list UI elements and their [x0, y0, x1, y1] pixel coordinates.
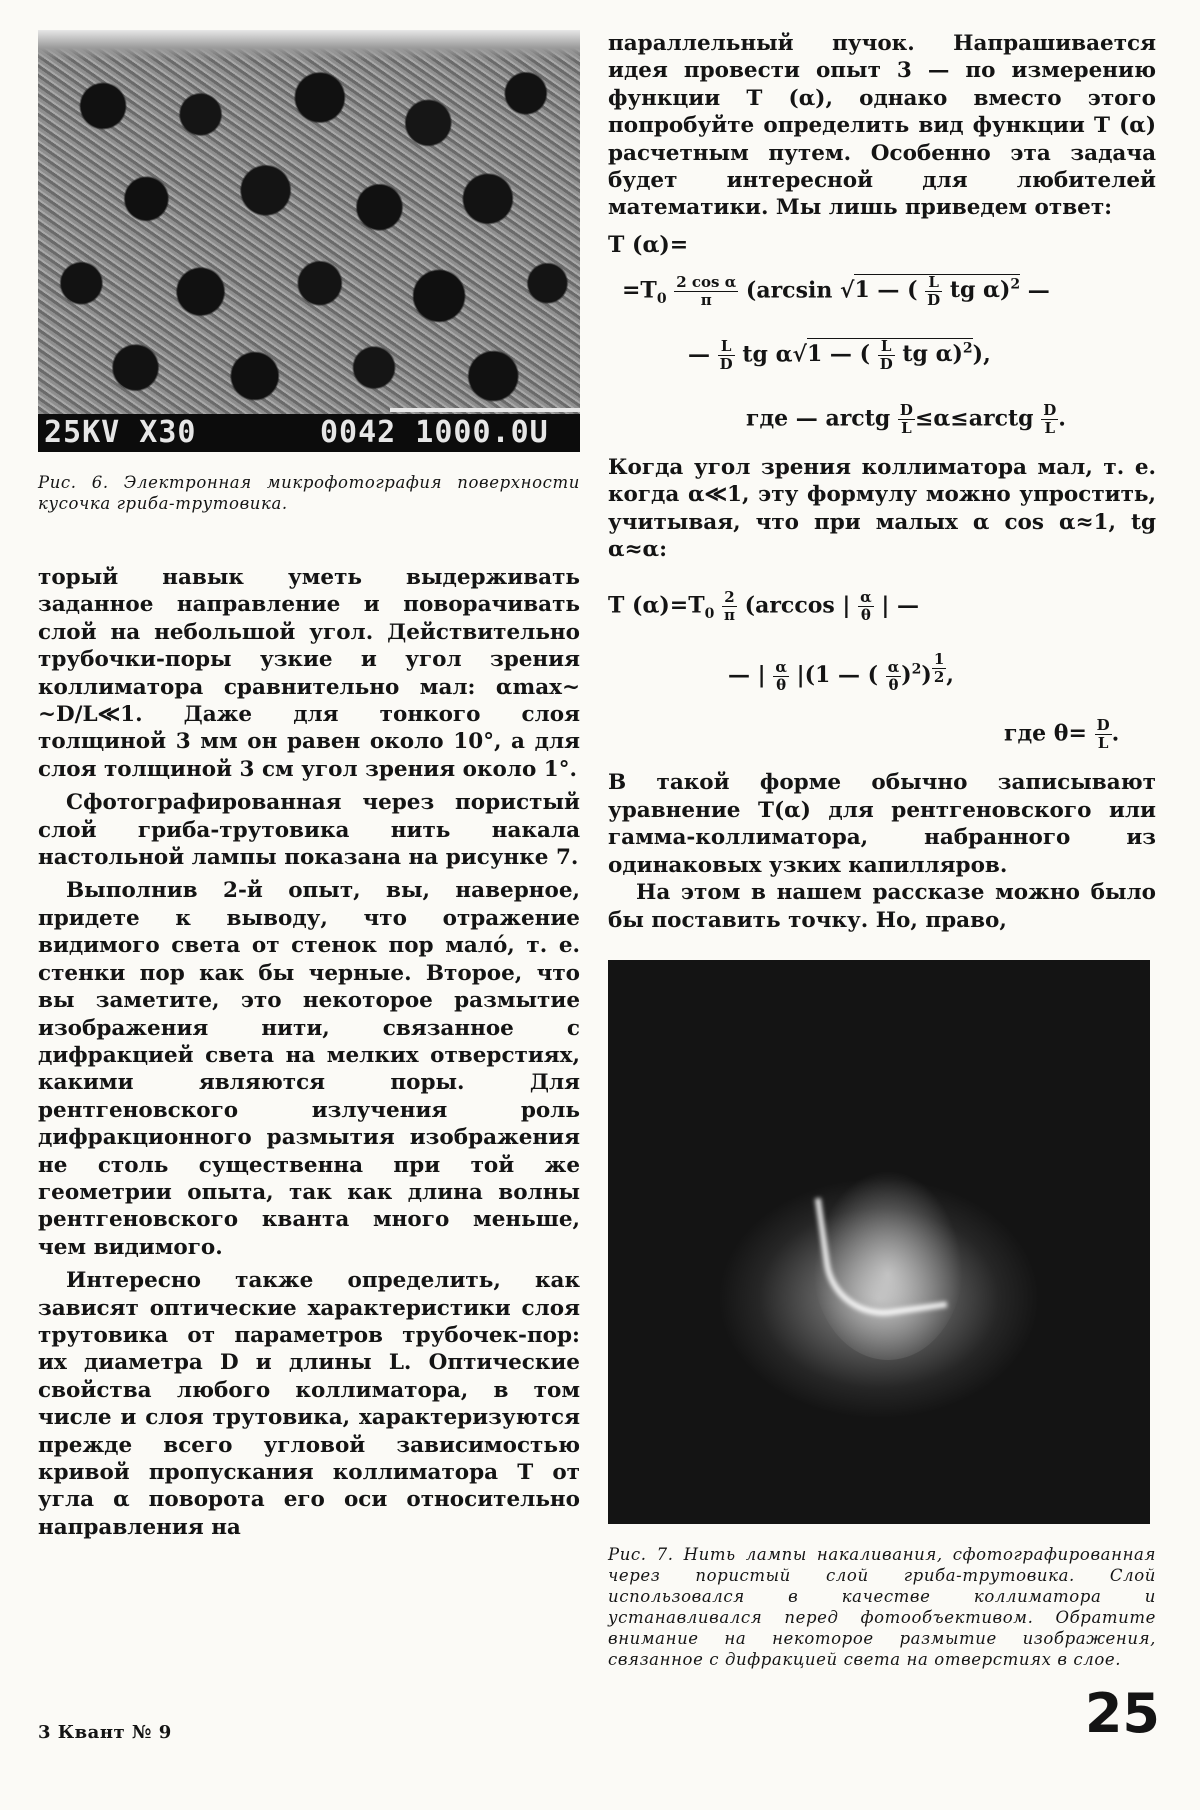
sample-edge	[38, 30, 580, 60]
right-paragraph-4: На этом в нашем рассказе можно было бы поставить точку. Но, право,	[608, 880, 1156, 933]
scalebar-scale: 0042 1000.0U	[320, 415, 549, 450]
formula-arcsin	[608, 226, 1156, 448]
left-paragraph-2: Сфотографированная через пористый слой гриба-трутовика нить накала настольной лампы показана на рисунке 7.	[38, 790, 580, 871]
right-paragraph-3: В такой форме обычно записывают уравнение T(α) для рентгеновского или гамма-коллиматора, набранного из одинаковых узких капилляров.	[608, 770, 1156, 878]
scale-line	[390, 408, 580, 412]
right-paragraph-1: параллельный пучок. Напрашивается идея провести опыт 3 — по измерению функции T (α), однако вместо этого попробуйте определить вид функции T (α) расчетным путем. Особенно эта задача будет интересной для любителей математики. Мы лишь приведем ответ:	[608, 31, 1156, 221]
issue-label: 3 Квант № 9	[38, 1722, 172, 1743]
formula-1-line-1: T (α)=	[608, 231, 689, 258]
figure-6-caption: Рис. 6. Электронная микрофотография поверхности кусочка гриба-трутовика.	[38, 473, 580, 513]
left-column	[38, 30, 580, 1541]
right-paragraph-2: Когда угол зрения коллиматора мал, т. е. когда α≪1, эту формулу можно упростить, учитывая, что при малых α cos α≈1, tg α≈α:	[608, 454, 1156, 563]
right-column	[608, 30, 1156, 1670]
formula-2-theta-def: где θ= $\frac{D}{L}$ .	[1004, 716, 1120, 753]
left-paragraph-4: Интересно также определить, как зависят оптические характеристики слоя трутовика от параметров трубочек-пор: их диаметра D и длины L. Оптические свойства любого коллиматора, в том числе и слоя трутовика, характеризуются прежде всего угловой зависимостью кривой пропускания коллиматора T от угла α поворота его оси относительно направления на	[38, 1268, 580, 1540]
formula-arccos	[608, 571, 1156, 761]
page-number: 25	[1084, 1682, 1160, 1745]
scalebar-voltage: 25KV X30	[44, 415, 197, 450]
left-paragraph-3: Выполнив 2-й опыт, вы, наверное, придете к выводу, что отражение видимого света от стенок пор мало́, т. е. стенки пор как бы черные. Второе, что вы заметите, это некоторое размытие изображения нити, связанное с дифракцией света на мелких отверстиях, какими являются поры. Для рентгеновского излучения роль дифракционного размытия изображения не столь существенна при той же геометрии опыта, так как длина волны рентгеновского кванта много меньше, чем видимого.	[38, 878, 580, 1260]
lamp-filament-photo-figure-7	[608, 960, 1150, 1524]
electron-micrograph-figure-6	[38, 30, 580, 452]
formula-1-line-2: $=T_0$ $\frac{\text{2 cos α}}{\pi}$ (arcsin √1 — ( $\frac{L}{D}$ tg α)$^2$ —	[622, 272, 1050, 309]
figure-7-caption: Рис. 7. Нить лампы накаливания, сфотографированная через пористый слой гриба-трутовика. Слой использовался в качестве коллиматора и устанавливался перед фотообъективом. Обратите внимание на некоторое размытие изображения, связанное с дифракцией света на отверстиях в слое.	[608, 1544, 1156, 1669]
formula-2-line-1: T $(\alpha)=T_0$ $\frac{2}{\pi}$ (arccos | $\frac{\alpha}{\theta}$ | —	[608, 588, 920, 625]
left-paragraph-1: торый навык уметь выдерживать заданное направление и поворачивать слой на небольшой угол. Действительно трубочки-поры узкие и угол зрения коллиматора сравнительно мал: αmax~ ~D/L≪1. Даже для тонкого слоя толщиной 3 мм он равен около 10°, а для слоя толщиной 3 см угол зрения около 1°.	[38, 565, 580, 782]
formula-1-range: где — arctg $\frac{D}{L}$ ≤α≤arctg $\frac{D}{L}$ .	[746, 400, 1066, 437]
micrograph-scalebar	[38, 414, 580, 452]
formula-1-line-3: — $\frac{L}{D}$ tg α√1 — ( $\frac{L}{D}$ tg α)$^2$),	[688, 336, 991, 373]
formula-2-line-2: — | $\frac{\alpha}{\theta}$ |(1 — ( $\frac{\alpha}{\theta}$ )$^2$) $^{\frac{1}{2}}$ ,	[728, 650, 954, 694]
